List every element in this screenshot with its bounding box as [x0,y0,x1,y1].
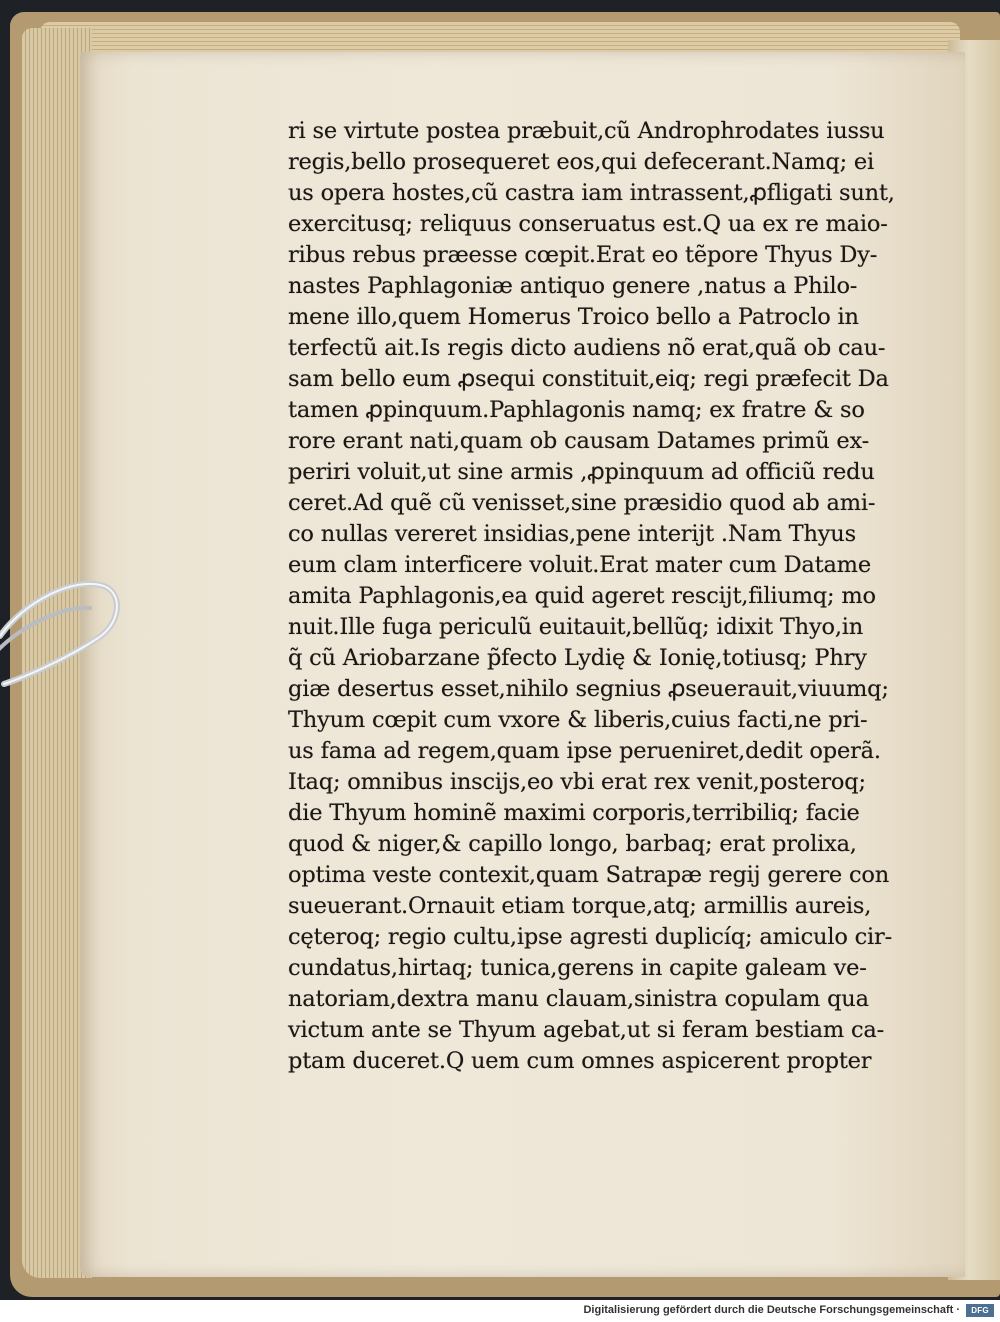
text-line: eum clam interficere voluit.Erat mater cum Datame [288,552,871,578]
text-line: amita Paphlagonis,ea quid ageret rescijt,filiumq; mo [288,583,876,609]
text-line: ri se virtute postea præbuit,cũ Androphrodates iussu [288,118,885,144]
dfg-credit: Digitalisierung gefördert durch die Deutsche Forschungsgemeinschaft · [583,1304,960,1316]
text-block [288,116,895,1077]
text-line: us fama ad regem,quam ipse perueniret,dedit operã. [288,738,881,764]
text-line: ceret.Ad quẽ cũ venisset,sine præsidio quod ab ami- [288,490,876,516]
text-line: us opera hostes,cũ castra iam intrassent,ꝓfligati sunt, [288,180,895,206]
text-line: terfectũ ait.Is regis dicto audiens nõ erat,quã ob cau- [288,335,886,361]
text-line: quod & niger,& capillo longo, barbaq; erat prolixa, [288,831,857,857]
text-line: ribus rebus præesse cœpit.Erat eo tẽpore Thyus Dy- [288,242,878,268]
text-line: giæ desertus esset,nihilo segnius ꝓseuerauit,viuumq; [288,676,889,702]
text-line: co nullas vereret insidias,pene interijt .Nam Thyus [288,521,856,547]
text-line: sam bello eum ꝓsequi constituit,eiq; regi præfecit Da [288,366,889,392]
text-line: tamen ꝓpinquum.Paphlagonis namq; ex fratre & so [288,397,865,423]
text-line: regis,bello prosequeret eos,qui defecerant.Namq; ei [288,149,875,175]
text-line: sueuerant.Ornauit etiam torque,atq; armillis aureis, [288,893,872,919]
footer-bar [0,1300,1000,1322]
text-line: ptam duceret.Q uem cum omnes aspicerent propter [288,1048,872,1074]
text-line: exercitusq; reliquus conseruatus est.Q ua ex re maio- [288,211,888,237]
text-line: optima veste contexit,quam Satrapæ regij gerere con [288,862,890,888]
text-line: cundatus,hirtaq; tunica,gerens in capite galeam ve- [288,955,867,981]
text-line: rore erant nati,quam ob causam Datames primũ ex- [288,428,870,454]
text-line: die Thyum hominẽ maximi corporis,terribiliq; facie [288,800,860,826]
text-line: q̃ cũ Ariobarzane p̃fecto Lydię & Ionię,totiusq; Phry [288,645,867,671]
text-line: victum ante se Thyum agebat,ut si feram bestiam ca- [288,1017,884,1043]
text-line: Thyum cœpit cum vxore & liberis,cuius facti,ne pri- [288,707,868,733]
page-top-edges [40,22,960,52]
text-line: cęteroq; regio cultu,ipse agresti duplicíq; amiculo cir- [288,924,893,950]
text-line: mene illo,quem Homerus Troico bello a Patroclo in [288,304,859,330]
text-line: natoriam,dextra manu clauam,sinistra copulam qua [288,986,869,1012]
text-line: periri voluit,ut sine armis ,ꝓpinquum ad officiũ redu [288,459,875,485]
dfg-logo: DFG [966,1304,994,1317]
text-line: nuit.Ille fuga periculũ euitauit,bellũq; idixit Thyo,in [288,614,864,640]
paper-clip-icon [0,572,122,696]
text-line: Itaq; omnibus inscijs,eo vbi erat rex venit,posteroq; [288,769,866,795]
text-line: nastes Paphlagoniæ antiquo genere ,natus a Philo- [288,273,858,299]
